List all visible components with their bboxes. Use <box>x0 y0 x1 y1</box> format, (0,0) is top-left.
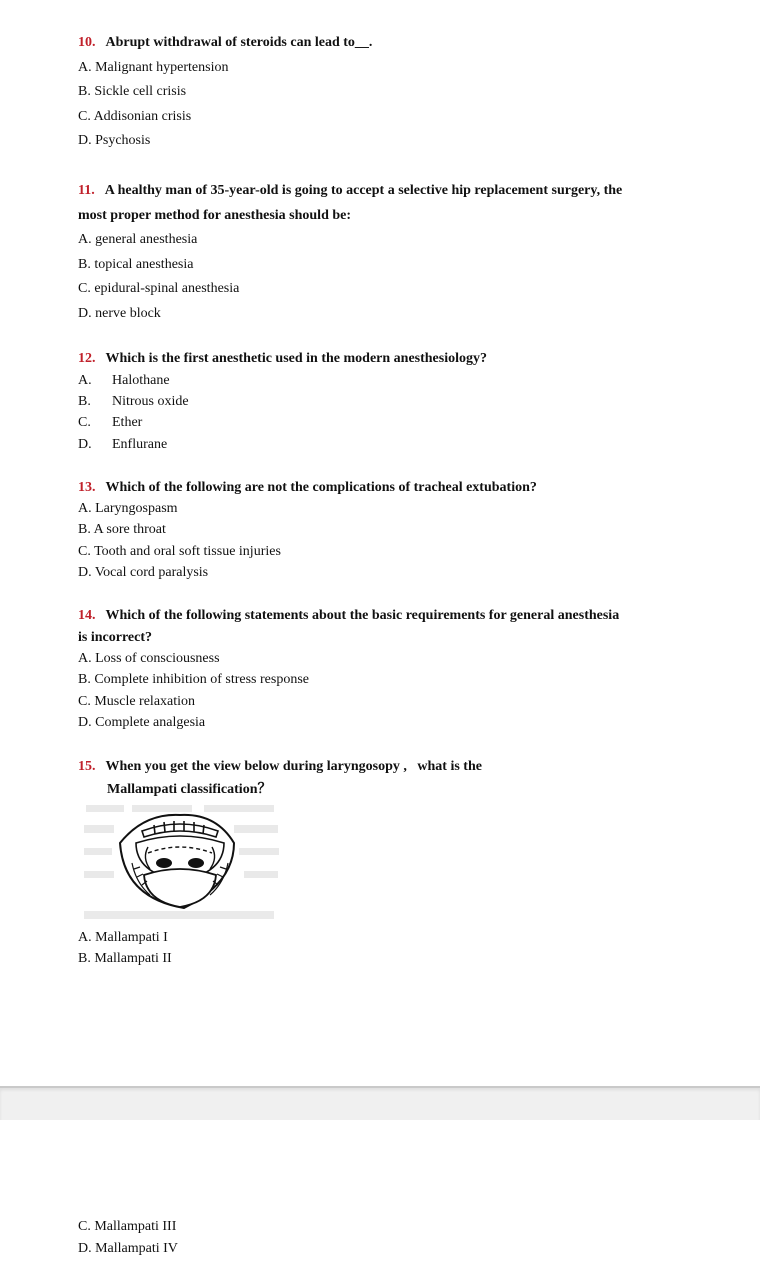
question-10 <box>78 31 372 55</box>
question-text: Which of the following are not the complications of tracheal extubation? <box>105 480 537 495</box>
question-11-line2: most proper method for anesthesia should be: <box>78 208 352 223</box>
option-text: Ether <box>112 415 143 430</box>
question-text: Which is the first anesthetic used in the modern anesthesiology? <box>105 351 487 366</box>
option-11-c: C. epidural-spinal anesthesia <box>78 281 240 296</box>
option-15-a: A. Mallampati I <box>78 930 168 945</box>
option-letter: B. <box>78 394 91 409</box>
option-15-c: C. Mallampati III <box>78 1219 177 1234</box>
option-13-a: A. Laryngospasm <box>78 501 178 516</box>
option-13-d: D. Vocal cord paralysis <box>78 565 209 580</box>
mallampati-mouth-illustration <box>84 803 284 923</box>
option-15-b: B. Mallampati II <box>78 951 172 966</box>
option-12-d <box>78 436 167 454</box>
question-text: When you get the view below during laryngosopy , what is the <box>105 759 482 774</box>
option-letter: D. <box>78 437 92 452</box>
option-14-b: B. Complete inhibition of stress response <box>78 672 309 687</box>
option-11-a: A. general anesthesia <box>78 232 198 247</box>
mouth-figure-icon <box>84 803 284 923</box>
option-12-b <box>78 393 189 411</box>
option-10-c: C. Addisonian crisis <box>78 109 192 124</box>
question-14-line2: is incorrect? <box>78 630 152 645</box>
tongue-icon <box>144 869 216 907</box>
document-page-2 <box>0 1120 760 1280</box>
option-10-d: D. Psychosis <box>78 133 151 148</box>
question-text: Which of the following statements about the basic requirements for general anesthesia <box>105 608 620 623</box>
option-14-d: D. Complete analgesia <box>78 715 206 730</box>
option-letter: A. <box>78 373 92 388</box>
question-number: 14. <box>78 608 96 623</box>
question-11 <box>78 179 622 203</box>
option-13-c: C. Tooth and oral soft tissue injuries <box>78 544 281 559</box>
question-12 <box>78 347 487 371</box>
option-11-b: B. topical anesthesia <box>78 257 194 272</box>
option-14-c: C. Muscle relaxation <box>78 694 196 709</box>
option-text: Halothane <box>112 373 170 388</box>
option-text: Nitrous oxide <box>112 394 189 409</box>
tonsil-left-icon <box>156 858 172 868</box>
option-12-c <box>78 414 142 432</box>
option-12-a <box>78 372 170 390</box>
question-15-line2: Mallampati classification？ <box>107 782 272 797</box>
question-14 <box>78 604 619 628</box>
question-number: 15. <box>78 759 96 774</box>
question-15 <box>78 755 568 779</box>
question-number: 11. <box>78 183 95 198</box>
option-15-d: D. Mallampati IV <box>78 1241 178 1256</box>
option-text: Enflurane <box>112 437 168 452</box>
question-number: 12. <box>78 351 96 366</box>
question-number: 13. <box>78 480 96 495</box>
tonsil-right-icon <box>188 858 204 868</box>
question-number: 10. <box>78 35 96 50</box>
question-text: Abrupt withdrawal of steroids can lead to__. <box>105 35 373 50</box>
option-13-b: B. A sore throat <box>78 522 166 537</box>
option-11-d: D. nerve block <box>78 306 161 321</box>
option-14-a: A. Loss of consciousness <box>78 651 220 666</box>
option-10-a: A. Malignant hypertension <box>78 60 229 75</box>
page-break-gap <box>0 1086 760 1122</box>
question-13 <box>78 476 537 500</box>
question-text: A healthy man of 35-year-old is going to accept a selective hip replacement surgery, the <box>104 183 623 198</box>
option-10-b: B. Sickle cell crisis <box>78 84 187 99</box>
option-letter: C. <box>78 415 91 430</box>
